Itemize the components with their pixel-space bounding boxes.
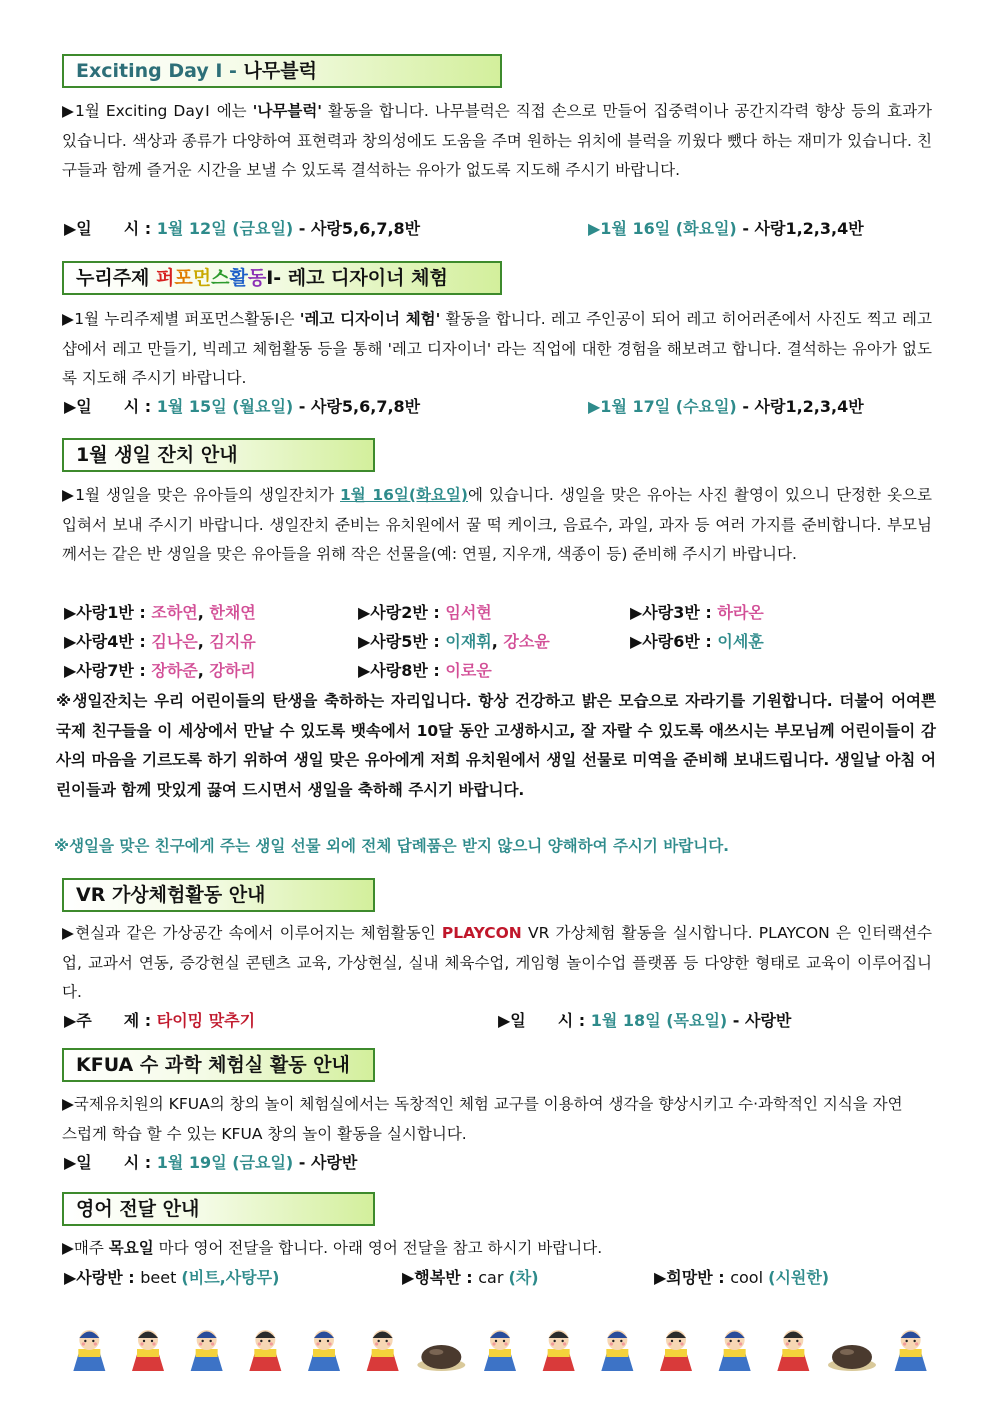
hanbok-girl-icon [249, 1330, 281, 1371]
hanbok-boy-icon [601, 1330, 633, 1371]
class-label: ▶사랑4반 : [64, 632, 152, 651]
child-name: 이세훈 [717, 632, 764, 651]
section-title-kfua: KFUA 수 과학 체험실 활동 안내 [62, 1048, 375, 1082]
birthday-class-row [64, 629, 256, 655]
kfua-date: ▶일 시 : 1월 19일 (금요일) - 사랑반 [64, 1153, 358, 1172]
rainbow-letter: 포 [174, 267, 193, 289]
birthday-class-row [630, 600, 764, 626]
vr-topic: ▶주 제 : 타이밍 맞추기 [64, 1011, 256, 1030]
hanbok-girl-icon [132, 1330, 164, 1371]
hanbok-girl-icon [777, 1330, 809, 1371]
class-label: ▶사랑3반 : [630, 603, 718, 622]
rainbow-letter: 스 [211, 267, 230, 289]
child-name: 임서현 [445, 603, 492, 622]
exciting-day-date-1: ▶일 시 : 1월 12일 (금요일) - 사랑5,6,7,8반 [64, 219, 421, 238]
birthday-class-row [358, 629, 550, 655]
exciting-day-date-2: ▶1월 16일 (화요일) - 사랑1,2,3,4반 [588, 219, 864, 238]
name-separator: , [491, 632, 504, 651]
section-title-english: 영어 전달 안내 [62, 1192, 375, 1226]
hanbok-boy-icon [484, 1330, 516, 1371]
child-name: 이로운 [445, 661, 492, 680]
english-paragraph: ▶매주 목요일 마다 영어 전달을 합니다. 아래 영어 전달을 참고 하시기 바랍니다. [62, 1239, 603, 1257]
child-name: 장하준 [151, 661, 198, 680]
hanbok-boy-icon [719, 1330, 751, 1371]
birthday-class-row [358, 600, 492, 626]
class-label: ▶사랑2반 : [358, 603, 446, 622]
rainbow-letter: 동 [247, 267, 267, 289]
name-separator: , [197, 661, 210, 680]
child-name: 조하연 [151, 603, 198, 622]
rice-cake-icon [828, 1345, 876, 1371]
name-separator: , [197, 603, 210, 622]
english-word-huimang: ▶희망반 : cool (시원한) [654, 1268, 830, 1287]
vr-paragraph: ▶현실과 같은 가상공간 속에서 이루어지는 체험활동인 PLAYCON VR 가상체험 활동을 실시합니다. PLAYCON 은 인터랙션수업, 교과서 연동, 증강현실 콘텐츠 교육, 가상현실, 실내 체육수업, 게임형 놀이수업 플랫폼 등 다양한 형태로 교육이 이루어집니다. [62, 924, 932, 1001]
class-label: ▶사랑8반 : [358, 661, 446, 680]
birthday-note: ※생일잔치는 우리 어린이들의 탄생을 축하하는 자리입니다. 항상 건강하고 밝은 모습으로 자라기를 기원합니다. 더불어 어여쁜 국제 친구들을 이 세상에서 만날 수 있도록 뱃속에서 10달 동안 고생하시고, 잘 자랄 수 있도록 애쓰시는 부모님께 어린이들이 감사의 마음을 기르도록 하기 위하여 생일 맞은 유아에게 저희 유치원에서 생일 선물로 미역을 준비해 보내드립니다. 생일날 아침 어린이들과 함께 맛있게 끓여 드시면서 생일을 축하해 주시기 바랍니다. [56, 692, 936, 799]
child-name: 강하리 [209, 661, 256, 680]
english-word-haengbok: ▶행복반 : car (차) [402, 1268, 539, 1287]
title-part-b: 나무블럭 [243, 60, 317, 82]
name-separator: , [197, 632, 210, 651]
child-name: 이재휘 [445, 632, 492, 651]
rainbow-letter: 먼 [192, 267, 212, 289]
section-title-exciting-day [62, 54, 502, 88]
section-title-birthday: 1월 생일 잔치 안내 [62, 438, 375, 472]
performance-paragraph: ▶1월 누리주제별 퍼포먼스활동Ⅰ은 '레고 디자이너 체험' 활동을 합니다. 레고 주인공이 되어 레고 히어러존에서 사진도 찍고 레고샵에서 레고 만들기, 빅레고 체험활동 등을 통해 '레고 디자이너' 라는 직업에 대한 경험을 해보려고 합니다. 결석하는 유아가 없도록 지도해 주시기 바랍니다. [62, 310, 932, 387]
child-name: 김지유 [209, 632, 256, 651]
birthday-note-gift: ※생일을 맞은 친구에게 주는 생일 선물 외에 전체 답례품은 받지 않으니 양해하여 주시기 바랍니다. [54, 837, 730, 855]
rainbow-letter: 활 [229, 267, 248, 289]
birthday-class-row [64, 600, 256, 626]
performance-date-1: ▶일 시 : 1월 15일 (월요일) - 사랑5,6,7,8반 [64, 397, 421, 416]
birthday-class-row [64, 658, 256, 684]
exciting-day-paragraph: ▶1월 Exciting DayⅠ 에는 '나무블럭' 활동을 합니다. 나무블럭은 직접 손으로 만들어 집중력이나 공간지각력 향상 등의 효과가 있습니다. 색상과 종류가 다양하여 표현력과 창의성에도 도움을 주며 원하는 위치에 블럭을 끼웠다 뺐다 하는 재미가 있습니다. 친구들과 함께 즐거운 시간을 보낼 수 있도록 결석하는 유아가 없도록 지도해 주시기 바랍니다. [62, 102, 933, 179]
hanbok-girl-icon [660, 1330, 692, 1371]
child-name: 하라온 [717, 603, 764, 622]
class-label: ▶사랑5반 : [358, 632, 446, 651]
hanbok-boy-icon [308, 1330, 340, 1371]
class-label: ▶사랑7반 : [64, 661, 152, 680]
hanbok-boy-icon [73, 1330, 105, 1371]
birthday-paragraph: ▶1월 생일을 맞은 유아들의 생일잔치가 1월 16일(화요일)에 있습니다. 생일을 맞은 유아는 사진 촬영이 있으니 단정한 옷으로 입혀서 보내 주시기 바랍니다. 생일잔치 준비는 유치원에서 꿀 떡 케이크, 음료수, 과일, 과자 등 여러 가지를 준비합니다. 부모님께서는 같은 반 생일을 맞은 유아들을 위해 작은 선물을(예: 연필, 지우개, 색종이 등) 준비해 주시기 바랍니다. [62, 486, 932, 563]
title-part-a: Exciting Day Ⅰ - [76, 60, 244, 82]
hanbok-girl-icon [367, 1330, 399, 1371]
rainbow-title-text [156, 267, 266, 289]
class-label: ▶사랑1반 : [64, 603, 152, 622]
rice-cake-icon [417, 1345, 465, 1371]
child-name: 김나은 [151, 632, 198, 651]
performance-date-2: ▶1월 17일 (수요일) - 사랑1,2,3,4반 [588, 397, 864, 416]
hanbok-children-border [60, 1325, 940, 1373]
class-label: ▶사랑6반 : [630, 632, 718, 651]
hanbok-boy-icon [191, 1330, 223, 1371]
child-name: 한채연 [209, 603, 256, 622]
english-word-sarang: ▶사랑반 : beet (비트,사탕무) [64, 1268, 280, 1287]
kfua-paragraph: ▶국제유치원의 KFUA의 창의 놀이 체험실에서는 독창적인 체험 교구를 이용하여 생각을 향상시키고 수·과학적인 지식을 자연스럽게 학습 할 수 있는 KFUA 창의 놀이 활동을 실시합니다. [62, 1095, 903, 1143]
vr-date: ▶일 시 : 1월 18일 (목요일) - 사랑반 [498, 1011, 792, 1030]
section-title-performance: 누리주제 퍼포먼스활동Ⅰ- 레고 디자이너 체험 [62, 261, 502, 295]
child-name: 강소윤 [503, 632, 550, 651]
hanbok-boy-icon [895, 1330, 927, 1371]
birthday-class-row [358, 658, 492, 684]
rainbow-letter: 퍼 [156, 267, 175, 289]
birthday-class-row [630, 629, 764, 655]
hanbok-girl-icon [543, 1330, 575, 1371]
section-title-vr: VR 가상체험활동 안내 [62, 878, 375, 912]
